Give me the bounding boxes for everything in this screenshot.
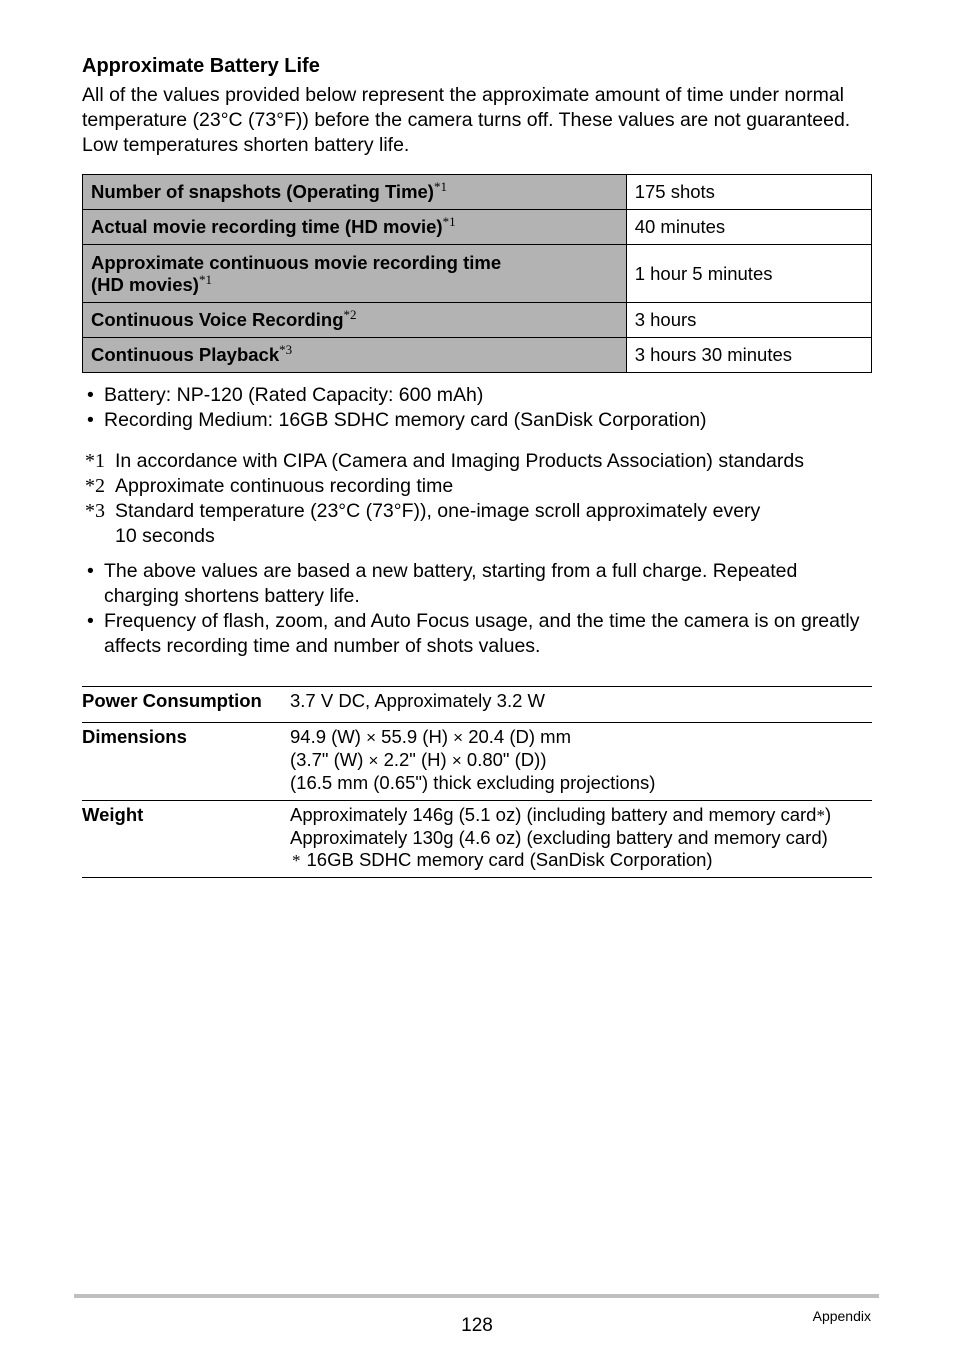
footer-divider: [74, 1294, 879, 1298]
row-label: [83, 338, 627, 373]
times-symbol: ×: [453, 728, 464, 747]
spec-value: [290, 726, 872, 794]
dim-depth: 0.80" (D)): [466, 749, 547, 770]
dimensions-metric: [290, 726, 872, 749]
footnote-mark: *: [292, 851, 301, 870]
table-row: [83, 338, 872, 373]
row-label: [83, 210, 627, 245]
table-row: [83, 303, 872, 338]
footnote-text: Standard temperature (23°C (73°F)), one-image scroll approximately every: [115, 500, 761, 522]
times-symbol: ×: [366, 728, 377, 747]
footnote: [82, 499, 882, 549]
battery-life-table: [82, 174, 872, 373]
times-symbol: ×: [368, 751, 379, 770]
footnote-mark: *2: [85, 475, 105, 497]
dim-width: 94.9 (W): [290, 726, 361, 747]
list-item: • The above values are based a new battery, starting from a full charge. Repeated charging shortens battery life.: [82, 559, 872, 609]
table-row: [83, 210, 872, 245]
spec-value: 3.7 V DC, Approximately 3.2 W: [290, 690, 545, 711]
row-label-text: (HD movies): [91, 273, 199, 295]
remarks-list: [82, 559, 872, 659]
weight-without-battery: Approximately 130g (4.6 oz) (excluding battery and memory card): [290, 827, 828, 848]
dim-depth: 20.4 (D) mm: [468, 726, 571, 747]
footnote-text: In accordance with CIPA (Camera and Imaging Products Association) standards: [115, 450, 804, 472]
spec-row-power: [82, 686, 872, 722]
weight-text: ): [824, 804, 832, 825]
footnote-text: Approximate continuous recording time: [115, 475, 454, 497]
footnote-mark: *3: [85, 500, 105, 522]
row-label: [83, 175, 627, 210]
footnote-mark: *1: [198, 271, 212, 287]
weight-note: [290, 849, 872, 872]
row-label-text: Number of snapshots (Operating Time): [91, 181, 434, 202]
spec-row-dimensions: [82, 722, 872, 800]
footnote-mark: *1: [442, 213, 456, 229]
dimensions-imperial: [290, 749, 872, 772]
list-item: • Frequency of flash, zoom, and Auto Focus usage, and the time the camera is on greatly affects recording time and number of shots values.: [82, 609, 872, 659]
dim-height: 2.2" (H): [383, 749, 447, 770]
list-item: • Recording Medium: 16GB SDHC memory card (SanDisk Corporation): [82, 408, 872, 433]
section-name: Appendix: [812, 1308, 871, 1324]
dim-width: (3.7" (W): [290, 749, 364, 770]
footnote-mark: *3: [279, 341, 293, 357]
table-row: [83, 175, 872, 210]
footnote-mark: *: [816, 806, 825, 825]
footnotes: [82, 449, 882, 549]
footnote-mark: *1: [85, 450, 105, 472]
row-value: 3 hours 30 minutes: [626, 338, 871, 373]
conditions-list: [82, 383, 872, 433]
weight-with-battery: [290, 804, 872, 827]
row-label: [83, 303, 627, 338]
spec-row-weight: [82, 800, 872, 878]
row-value: 40 minutes: [626, 210, 871, 245]
spec-value: [290, 804, 872, 872]
table-row: [83, 245, 872, 303]
weight-note-text: 16GB SDHC memory card (SanDisk Corporation): [306, 849, 713, 870]
row-label-text: Approximate continuous movie recording time: [91, 251, 502, 273]
spec-label: Weight: [82, 804, 144, 825]
spec-label: Power Consumption: [82, 690, 262, 711]
row-label-text: Continuous Playback: [91, 344, 280, 365]
times-symbol: ×: [451, 751, 462, 770]
row-label-text: Actual movie recording time (HD movie): [91, 216, 443, 237]
spec-label: Dimensions: [82, 726, 187, 747]
page-number: 128: [461, 1315, 493, 1336]
row-value: 1 hour 5 minutes: [626, 245, 871, 303]
footnote: [82, 474, 882, 499]
row-value: 3 hours: [626, 303, 871, 338]
dimensions-note: (16.5 mm (0.65") thick excluding projections): [290, 772, 656, 793]
footnote-mark: *1: [433, 178, 447, 194]
footnote-text: 10 seconds: [115, 525, 215, 547]
footnote-mark: *2: [343, 306, 357, 322]
section-heading: Approximate Battery Life: [82, 55, 320, 77]
row-label-text: Continuous Voice Recording: [91, 309, 344, 330]
row-label: [83, 245, 627, 303]
row-value: 175 shots: [626, 175, 871, 210]
dim-height: 55.9 (H): [381, 726, 448, 747]
specifications-table: [82, 686, 872, 878]
intro-paragraph: All of the values provided below represent the approximate amount of time under normal temperature (23°C (73°F)) before the camera turns off. These values are not guaranteed. Low temperatures shorten battery life.: [82, 84, 851, 156]
footnote: [82, 449, 882, 474]
list-item: • Battery: NP-120 (Rated Capacity: 600 mAh): [82, 383, 872, 408]
weight-text: Approximately 146g (5.1 oz) (including battery and memory card: [290, 804, 817, 825]
